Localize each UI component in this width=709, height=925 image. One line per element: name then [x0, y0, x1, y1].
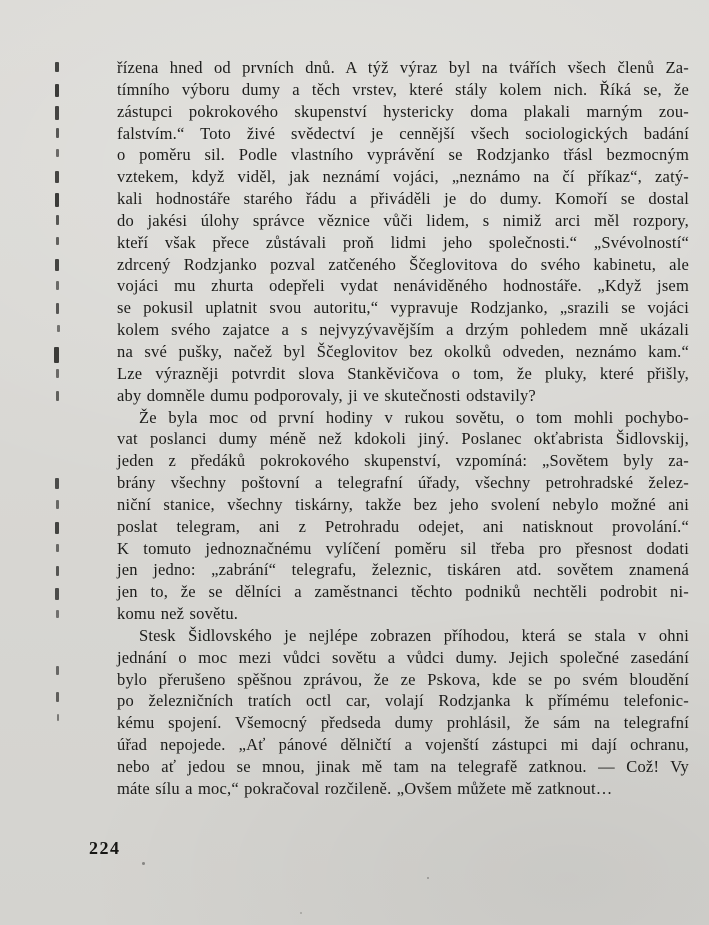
scan-artifact-tick — [56, 666, 59, 675]
text-line: zdrcený Rodzjanko pozval zatčeného Ščeglovitova do svého kabinetu, ale — [117, 254, 689, 274]
text-line: zástupci pokrokového skupenství hystericky doma plakali marným zou- — [117, 101, 689, 121]
scan-artifact-speck — [427, 877, 429, 879]
paragraph — [117, 625, 689, 800]
text-line: na své pušky, načež byl Ščeglovitov bez okolků odveden, neznámo kam.“ — [117, 341, 689, 361]
text-line: vztekem, když viděl, jak neznámí vojáci, „neznámo na čí příkaz“, zatý- — [117, 167, 689, 187]
scan-artifact-tick — [57, 714, 59, 721]
text-line: do jakési úlohy správce věznice vůči lidem, s nimiž arci měl rozpory, — [117, 210, 689, 230]
text-line: kteří však přece zůstávali proň lidmi jeho společnosti.“ „Svévolností“ — [117, 232, 689, 252]
text-line: niční stanice, všechny tiskárny, takže bez jeho svolení nebylo možné ani — [117, 494, 689, 514]
scan-artifact-tick — [56, 391, 59, 401]
scan-artifact-tick — [55, 193, 59, 207]
scan-artifact-tick — [56, 128, 59, 138]
scan-artifact-tick — [55, 588, 59, 600]
text-line: se pokusil uplatnit svou autoritu,“ vypravuje Rodzjanko, „srazili se vojáci — [117, 298, 689, 318]
scan-artifact-tick — [57, 325, 60, 332]
text-line: Lze výrazněji potvrdit slova Stankěvičova o tom, že pluky, které přišly, — [117, 363, 689, 383]
text-line: tímního výboru dumy a těch vrstev, které stály kolem nich. Říká se, že — [117, 79, 689, 99]
scan-artifact-tick — [55, 522, 59, 534]
text-line: nebo ať jedou se mnou, jinak mě tam na telegrafě zatknou. — Což! Vy — [117, 757, 689, 776]
text-line: po železničních tratích octl car, volají Rodzjanka k přímému telefonic- — [117, 691, 689, 711]
text-line: Že byla moc od první hodiny v rukou sovětu, o tom mohli pochybo- — [139, 407, 689, 427]
text-line: kolem svého zajatce a s nejvyzývavějším a drzým pohledem mně ukázali — [117, 320, 689, 340]
paragraph — [117, 407, 689, 625]
text-line: brány všechny poštovní a telegrafní úřady, všechny petrohradské želez- — [117, 473, 689, 493]
text-line: o poměru sil. Podle vlastního vyprávění se Rodzjanko třásl bezmocným — [117, 145, 689, 165]
scan-artifact-speck — [142, 862, 145, 865]
scan-artifact-tick — [54, 347, 59, 363]
text-line: komu než sovětu. — [117, 604, 239, 624]
text-line: aby domněle dumu podporovaly, ji ve skutečnosti odstavily? — [117, 385, 536, 405]
scan-artifact-tick — [55, 171, 59, 183]
scan-artifact-tick — [56, 369, 59, 378]
scan-artifact-tick — [55, 478, 59, 489]
text-block — [117, 57, 689, 800]
scan-artifact-tick — [55, 84, 59, 97]
text-line: bylo přerušeno spěšnou zprávou, že ze Pskova, kde se po svém bloudění — [117, 669, 689, 689]
scan-artifact-tick — [56, 610, 59, 618]
text-line: jednání o moc mezi vůdci sovětu a vůdci dumy. Jejich společné zasedání — [117, 647, 689, 667]
scan-artifact-speck — [300, 912, 302, 914]
text-line: kému spojení. Všemocný předseda dumy prohlásil, že sám na telegrafní — [117, 713, 689, 733]
page-number: 224 — [89, 838, 121, 858]
scan-artifact-tick — [56, 149, 59, 157]
text-line: řízena hned od prvních dnů. A týž výraz byl na tvářích všech členů Za- — [117, 58, 689, 77]
scan-artifact-tick — [55, 259, 59, 271]
text-line: máte sílu a moc,“ pokračoval rozčileně. „Ovšem můžete mě zatknout… — [117, 778, 613, 798]
text-line: vojáci mu zhurta odepřeli vydat nenáviděného hodnostáře. „Když jsem — [117, 276, 689, 296]
scan-artifact-tick — [56, 303, 59, 314]
text-line: úřad nepojede. „Ať pánové dělničtí a vojenští zástupci mi dají ochranu, — [117, 735, 689, 755]
scan-artifact-tick — [56, 544, 59, 552]
text-line: K tomuto jednoznačnému vylíčení poměru sil třeba pro přesnost dodati — [117, 538, 689, 558]
scan-artifact-tick — [56, 566, 59, 576]
scan-artifact-tick — [56, 215, 59, 225]
text-line: jeden z předáků pokrokového skupenství, vzpomíná: „Sovětem byly za- — [117, 451, 689, 471]
text-line: jen jedno: „zabrání“ telegrafu, železnic, tiskáren atd. sovětem znamená — [117, 560, 689, 580]
scan-artifact-tick — [56, 281, 59, 290]
scan-artifact-tick — [56, 237, 59, 245]
paragraph — [117, 57, 689, 407]
scan-artifact-tick — [56, 692, 59, 702]
text-line: jen to, že se dělníci a zaměstnanci těchto podniků nechtěli podrobit ni- — [117, 582, 689, 602]
scan-artifact-tick — [55, 106, 59, 120]
text-line: kali hodnostáře starého řádu a přiváděli je do dumy. Komoří se dostal — [117, 189, 689, 209]
scan-artifact-tick — [56, 500, 59, 509]
text-line: vat poslanci dumy méně než kdokoli jiný. Poslanec okťabrista Šidlovskij, — [117, 429, 689, 449]
text-line: falstvím.“ Toto živé svědectví je cennější všech sociologických badání — [117, 123, 689, 143]
scan-artifact-tick — [55, 62, 59, 72]
text-line: Stesk Šidlovského je nejlépe zobrazen příhodou, která se stala v ohni — [139, 625, 689, 645]
text-line: poslat telegram, ani z Petrohradu odejet, ani natisknout provolání.“ — [117, 516, 689, 536]
